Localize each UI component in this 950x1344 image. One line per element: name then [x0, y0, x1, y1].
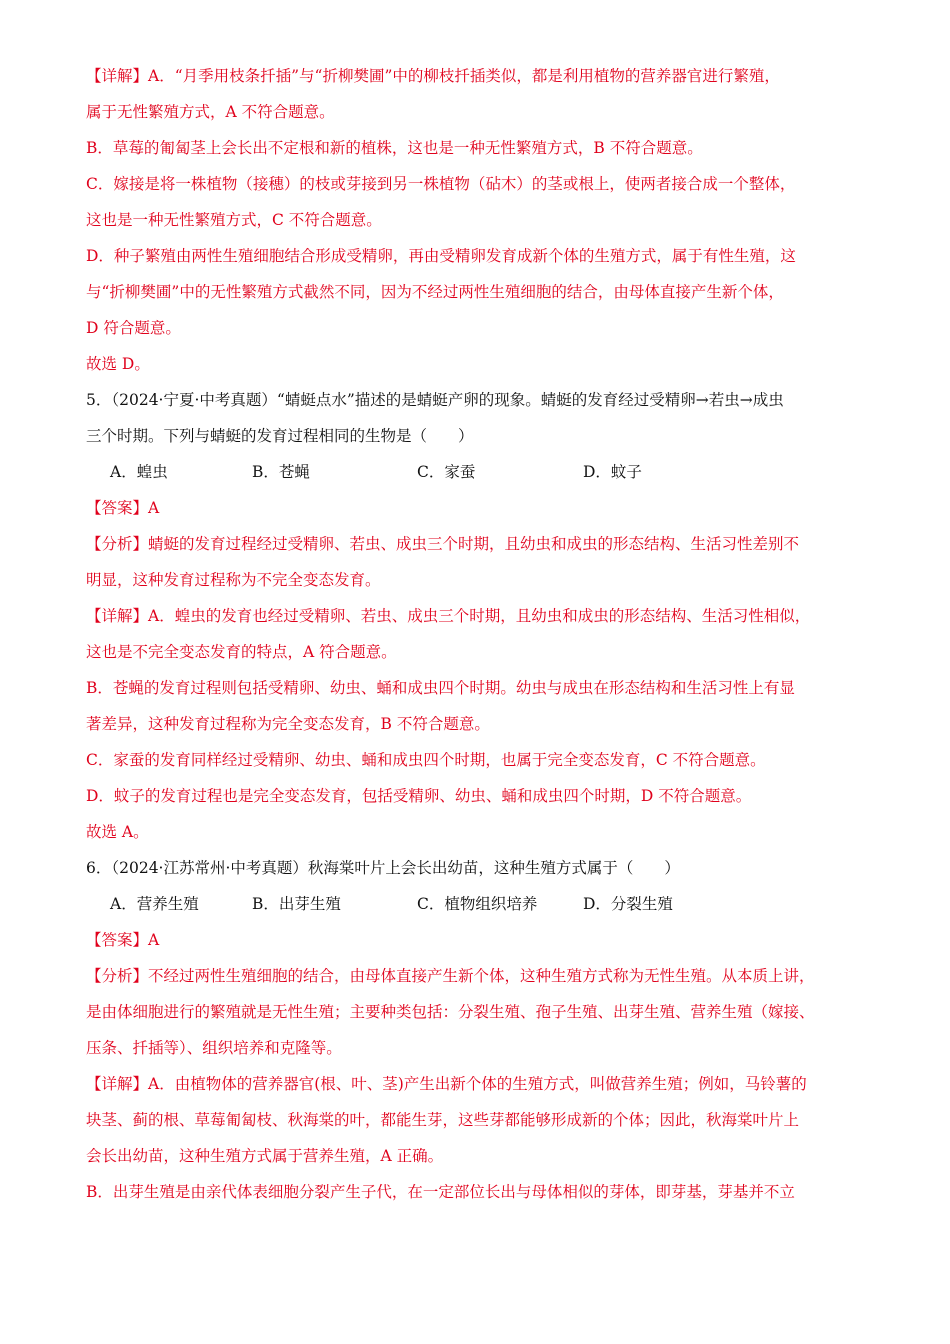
q4-detail-line-8: D 符合题意。	[86, 319, 181, 337]
q5-analysis-line-2: 明显，这种发育过程称为不完全变态发育。	[86, 571, 381, 589]
q6-option-c: C．植物组织培养	[417, 895, 538, 913]
q5-detail-line-3: B．苍蝇的发育过程则包括受精卵、幼虫、蛹和成虫四个时期。幼虫与成虫在形态结构和生活习性上有显	[86, 679, 795, 697]
detail-label: 【详解】	[86, 607, 149, 625]
q6-answer	[86, 922, 871, 958]
analysis-label: 【分析】	[86, 535, 149, 553]
detail-label: 【详解】	[86, 1075, 149, 1093]
q5-option-d: D．蚊子	[583, 463, 642, 481]
q5-conclusion: 故选 A。	[86, 823, 149, 841]
q5-options	[86, 454, 871, 490]
q5-option-b: B．苍蝇	[252, 463, 310, 481]
q5-option-a: A．蝗虫	[110, 463, 168, 481]
q6-detail-line-2: 块茎、蓟的根、草莓匍匐枝、秋海棠的叶，都能生芽，这些芽都能够形成新的个体；因此，秋海棠叶片上	[86, 1111, 800, 1129]
analysis-label: 【分析】	[86, 967, 149, 985]
q4-conclusion: 故选 D。	[86, 355, 150, 373]
q4-detail-line-4: C．嫁接是将一株植物（接穗）的枝或芽接到另一株植物（砧木）的茎或根上，使两者接合成一个整体，	[86, 175, 796, 193]
q5-stem-line-1: 5．（2024·宁夏·中考真题）“蜻蜓点水”描述的是蜻蜓产卵的现象。蜻蜓的发育经过受精卵→若虫→成虫	[86, 391, 784, 409]
q5-detail-line-1: 【详解】A．蝗虫的发育也经过受精卵、若虫、成虫三个时期，且幼虫和成虫的形态结构、生活习性相似，	[86, 607, 811, 625]
answer-label: 【答案】	[86, 499, 149, 517]
q4-detail-line-5: 这也是一种无性繁殖方式，C 不符合题意。	[86, 211, 382, 229]
answer-label: 【答案】	[86, 931, 149, 949]
q5-stem-line-2: 三个时期。下列与蜻蜓的发育过程相同的生物是（ ）	[86, 427, 474, 445]
q5-detail-line-2: 这也是不完全变态发育的特点，A 符合题意。	[86, 643, 397, 661]
q4-detail-line-7: 与“折柳樊圃”中的无性繁殖方式截然不同，因为不经过两性生殖细胞的结合，由母体直接产生新个体，	[86, 283, 784, 301]
q6-detail-line-1: 【详解】A．由植物体的营养器官(根、叶、茎)产生出新个体的生殖方式，叫做营养生殖；例如，马铃薯的	[86, 1075, 807, 1093]
q5-detail-line-5: C．家蚕的发育同样经过受精卵、幼虫、蛹和成虫四个时期，也属于完全变态发育，C 不符合题意。	[86, 751, 766, 769]
answer-value: A	[148, 931, 160, 949]
detail-label: 【详解】	[86, 67, 149, 85]
q5-analysis-line-1: 【分析】蜻蜓的发育过程经过受精卵、若虫、成虫三个时期，且幼虫和成虫的形态结构、生活习性差别不	[86, 535, 800, 553]
q6-options	[86, 886, 871, 922]
q4-detail-line-2: 属于无性繁殖方式，A 不符合题意。	[86, 103, 335, 121]
q6-analysis-line-2: 是由体细胞进行的繁殖就是无性生殖；主要种类包括：分裂生殖、孢子生殖、出芽生殖、营养生殖（嫁接、	[86, 1003, 815, 1021]
q6-analysis-line-1: 【分析】不经过两性生殖细胞的结合，由母体直接产生新个体，这种生殖方式称为无性生殖。从本质上讲，	[86, 967, 815, 985]
q6-detail-line-3: 会长出幼苗，这种生殖方式属于营养生殖，A 正确。	[86, 1147, 444, 1165]
q6-stem-line-1: 6．（2024·江苏常州·中考真题）秋海棠叶片上会长出幼苗，这种生殖方式属于（ ）	[86, 859, 680, 877]
q5-answer	[86, 490, 871, 526]
document-page	[86, 58, 871, 1210]
q4-detail-line-6: D．种子繁殖由两性生殖细胞结合形成受精卵，再由受精卵发育成新个体的生殖方式，属于有性生殖，这	[86, 247, 796, 265]
q6-analysis-line-3: 压条、扦插等）、组织培养和克隆等。	[86, 1039, 342, 1057]
q6-option-a: A．营养生殖	[110, 895, 199, 913]
q4-detail-line-1: 【详解】A．“月季用枝条扦插”与“折柳樊圃”中的柳枝扦插类似，都是利用植物的营养器官进行繁殖，	[86, 67, 780, 85]
q5-detail-line-4: 著差异，这种发育过程称为完全变态发育，B 不符合题意。	[86, 715, 490, 733]
q6-option-d: D．分裂生殖	[583, 895, 673, 913]
q5-detail-line-6: D．蚊子的发育过程也是完全变态发育，包括受精卵、幼虫、蛹和成虫四个时期，D 不符合题意。	[86, 787, 752, 805]
q6-option-b: B．出芽生殖	[252, 895, 341, 913]
q5-option-c: C．家蚕	[417, 463, 476, 481]
answer-value: A	[148, 499, 160, 517]
q4-detail-line-3: B．草莓的匍匐茎上会长出不定根和新的植株，这也是一种无性繁殖方式，B 不符合题意。	[86, 139, 703, 157]
q6-detail-line-4: B．出芽生殖是由亲代体表细胞分裂产生子代，在一定部位长出与母体相似的芽体，即芽基，芽基并不立	[86, 1183, 795, 1201]
